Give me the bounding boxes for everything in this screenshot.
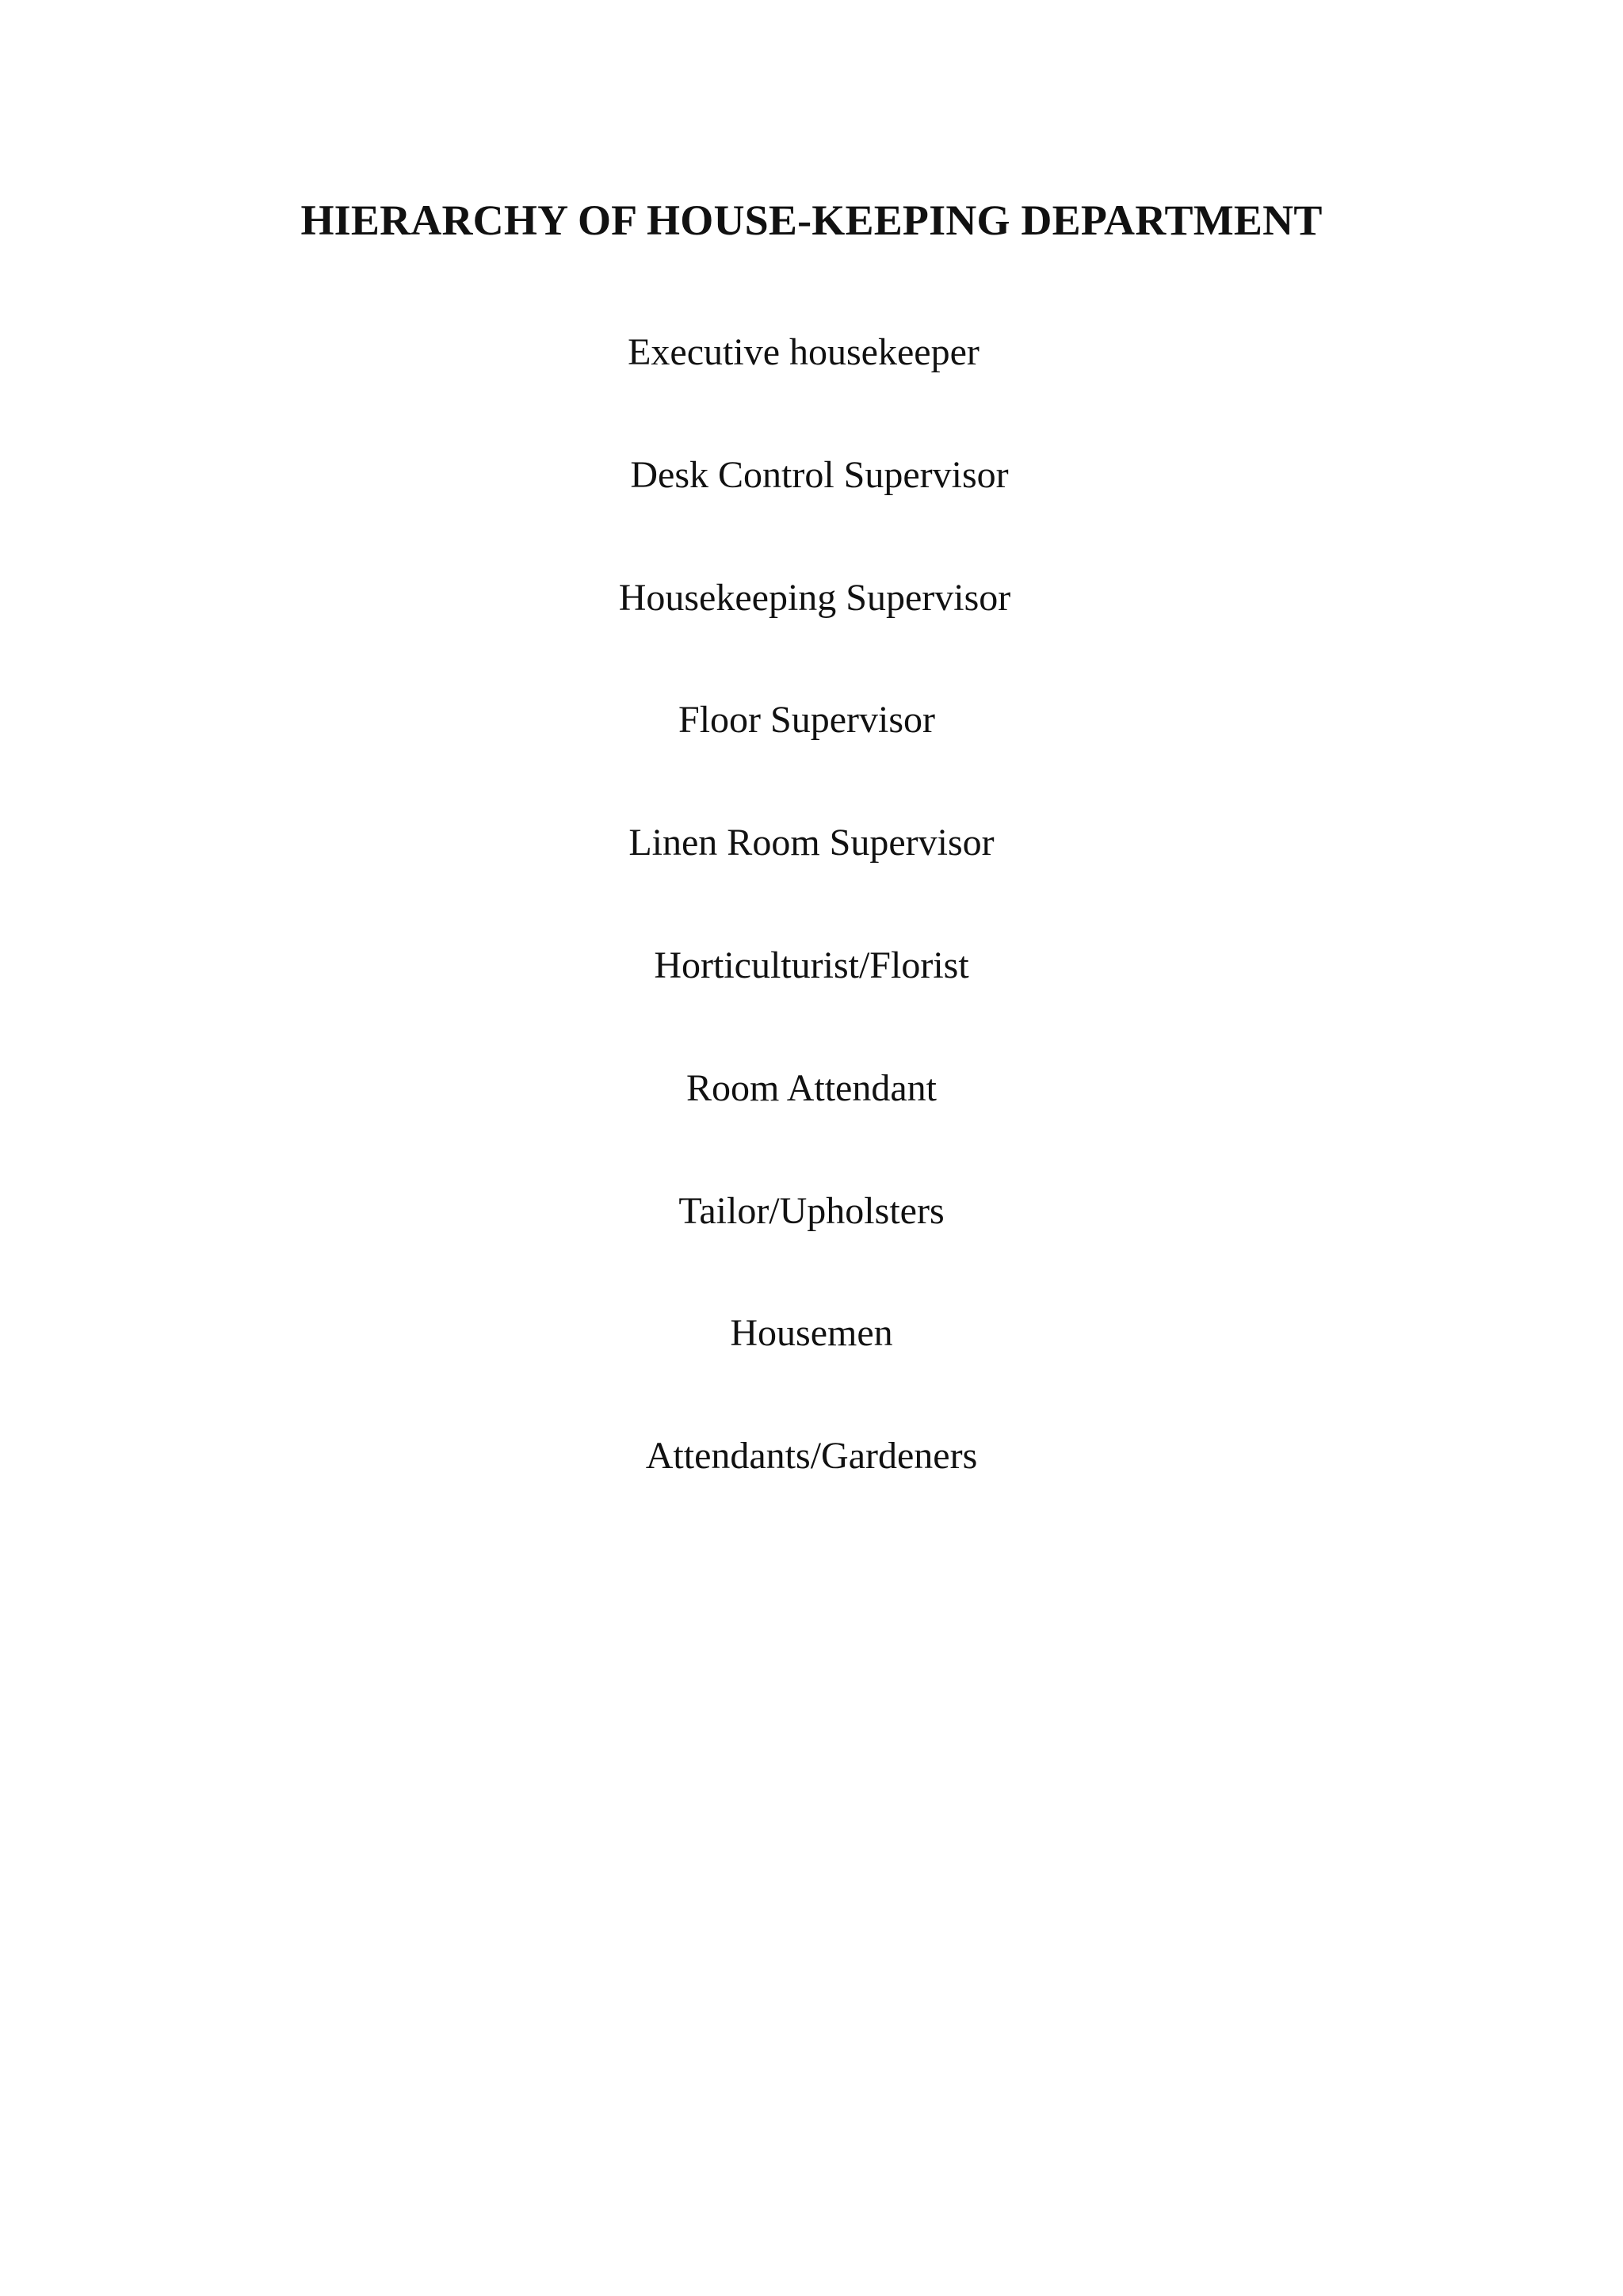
role-executive-housekeeper: Executive housekeeper (628, 331, 980, 373)
role-housemen: Housemen (730, 1312, 893, 1354)
page-title: HIERARCHY OF HOUSE-KEEPING DEPARTMENT (300, 196, 1323, 244)
role-housekeeping-supervisor: Housekeeping Supervisor (618, 577, 1011, 619)
role-tailor-upholsters: Tailor/Upholsters (678, 1190, 945, 1232)
role-attendants-gardeners: Attendants/Gardeners (645, 1435, 978, 1477)
role-desk-control-supervisor: Desk Control Supervisor (630, 454, 1009, 496)
role-horticulturist-florist: Horticulturist/Florist (654, 944, 969, 986)
role-linen-room-supervisor: Linen Room Supervisor (628, 822, 995, 864)
role-room-attendant: Room Attendant (686, 1067, 937, 1109)
role-floor-supervisor: Floor Supervisor (678, 699, 935, 741)
